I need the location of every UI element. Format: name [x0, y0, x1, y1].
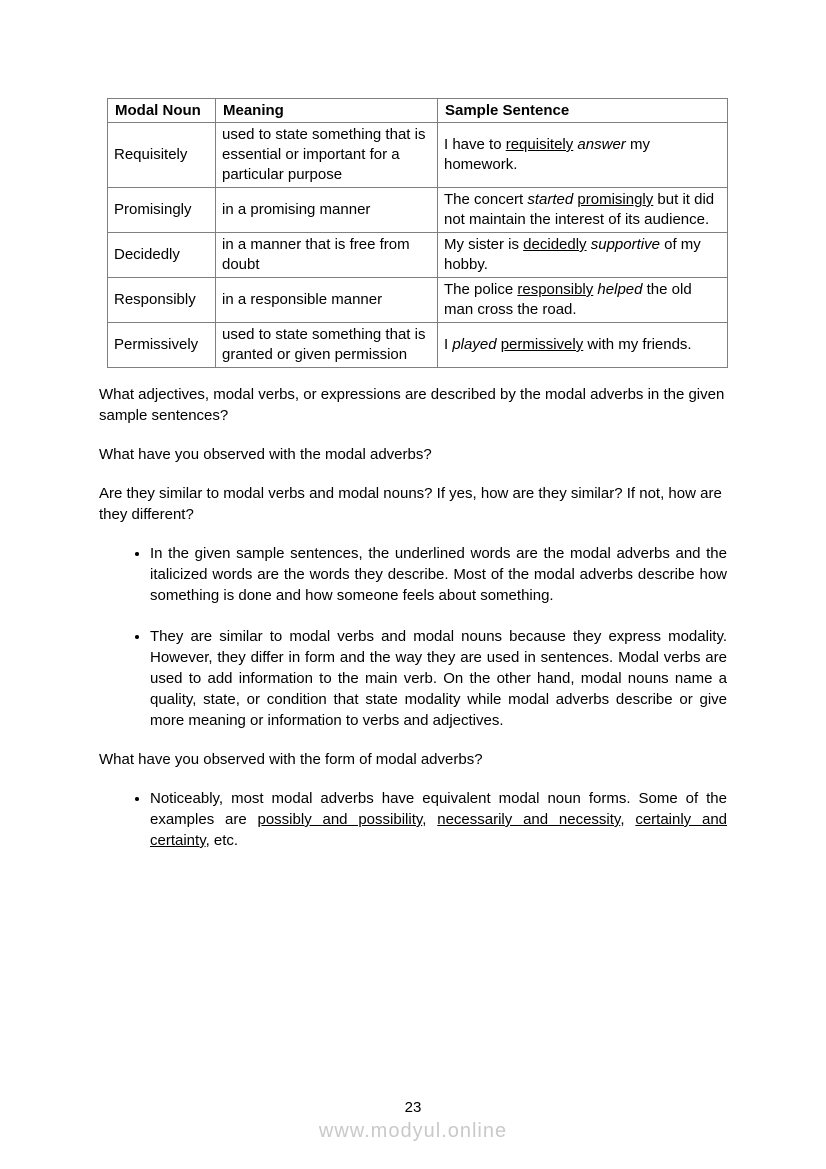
table-body [108, 123, 728, 368]
column-header-sample-sentence: Sample Sentence [438, 99, 728, 123]
underlined-text: decidedly [523, 236, 587, 253]
plain-text: I have to [444, 136, 506, 153]
italic-text: supportive [590, 236, 660, 253]
cell-meaning: in a responsible manner [216, 278, 438, 323]
page-content [99, 98, 727, 869]
table-header-row [108, 99, 728, 123]
underlined-text: certainly and certainty [150, 811, 728, 849]
cell-sample-sentence [438, 278, 728, 323]
answers-list-2 [99, 788, 727, 851]
table-row [108, 278, 728, 323]
italic-text: started [527, 191, 574, 208]
cell-modal-noun: Responsibly [108, 278, 216, 323]
underlined-text: possibly and possibility [257, 811, 423, 828]
cell-modal-noun: Permissively [108, 323, 216, 368]
table-row [108, 188, 728, 233]
cell-sample-sentence [438, 233, 728, 278]
plain-text: Noticeably, most modal adverbs have equivalent modal noun forms. Some of the examples are [150, 790, 727, 828]
plain-text: I [444, 336, 453, 353]
underlined-text: requisitely [505, 136, 574, 153]
cell-meaning: in a manner that is free from doubt [216, 233, 438, 278]
table-row [108, 233, 728, 278]
cell-meaning: used to state something that is essential or important for a particular purpose [216, 123, 438, 188]
column-header-modal-noun: Modal Noun [108, 99, 216, 123]
cell-meaning: in a promising manner [216, 188, 438, 233]
page-number: 23 [404, 1099, 422, 1116]
plain-text: my homework. [444, 136, 650, 173]
plain-text: the old man cross the road. [444, 281, 692, 318]
plain-text: with my friends. [583, 336, 692, 353]
table-row [108, 123, 728, 188]
modal-adverbs-table [107, 98, 728, 368]
plain-text: but it did not maintain the interest of its audience. [444, 191, 715, 228]
bullet-answer-underlined-words: • In the given sample sentences, the underlined words are the modal adverbs and the italicized words are the words they describe. Most of the modal adverbs describe how something is done and how someone feels about something. [150, 543, 727, 606]
column-header-meaning: Meaning [216, 99, 438, 123]
table-row [108, 323, 728, 368]
answers-list-1 [99, 543, 727, 731]
underlined-text: promisingly [577, 191, 654, 208]
plain-text: My sister is [444, 236, 524, 253]
question-form-of-modal-adverbs: What have you observed with the form of modal adverbs? [99, 751, 483, 768]
question-adjectives-described: What adjectives, modal verbs, or expressions are described by the modal adverbs in the given sample sentences? [99, 386, 725, 424]
italic-text: helped [597, 281, 643, 298]
plain-text: The concert [444, 191, 528, 208]
plain-text: The police [444, 281, 518, 298]
cell-sample-sentence [438, 123, 728, 188]
cell-meaning: used to state something that is granted or given permission [216, 323, 438, 368]
plain-text: , [620, 811, 636, 828]
question-similar-to-modal-verbs: Are they similar to modal verbs and modal nouns? If yes, how are they similar? If not, how are they different? [99, 485, 722, 523]
cell-modal-noun: Promisingly [108, 188, 216, 233]
plain-text: , etc. [205, 832, 239, 849]
cell-modal-noun: Decidedly [108, 233, 216, 278]
italic-text: answer [577, 136, 626, 153]
underlined-text: necessarily and necessity [437, 811, 621, 828]
cell-sample-sentence [438, 323, 728, 368]
cell-sample-sentence [438, 188, 728, 233]
question-observed-modal-adverbs: What have you observed with the modal adverbs? [99, 446, 432, 463]
bullet-answer-noun-forms [150, 788, 727, 851]
cell-modal-noun: Requisitely [108, 123, 216, 188]
plain-text: of my hobby. [444, 236, 701, 273]
underlined-text: responsibly [517, 281, 594, 298]
bullet-answer-similarity: • They are similar to modal verbs and modal nouns because they express modality. However, they differ in form and the way they are used in sentences. Modal verbs are used to add information to the main verb. On the other hand, modal nouns name a quality, state, or condition that state modality while modal adverbs describe or give more meaning or information to verbs and adjectives. [150, 626, 727, 731]
underlined-text: permissively [500, 336, 584, 353]
watermark: www.modyul.online [318, 1120, 508, 1142]
plain-text: , [422, 811, 438, 828]
italic-text: played [452, 336, 497, 353]
